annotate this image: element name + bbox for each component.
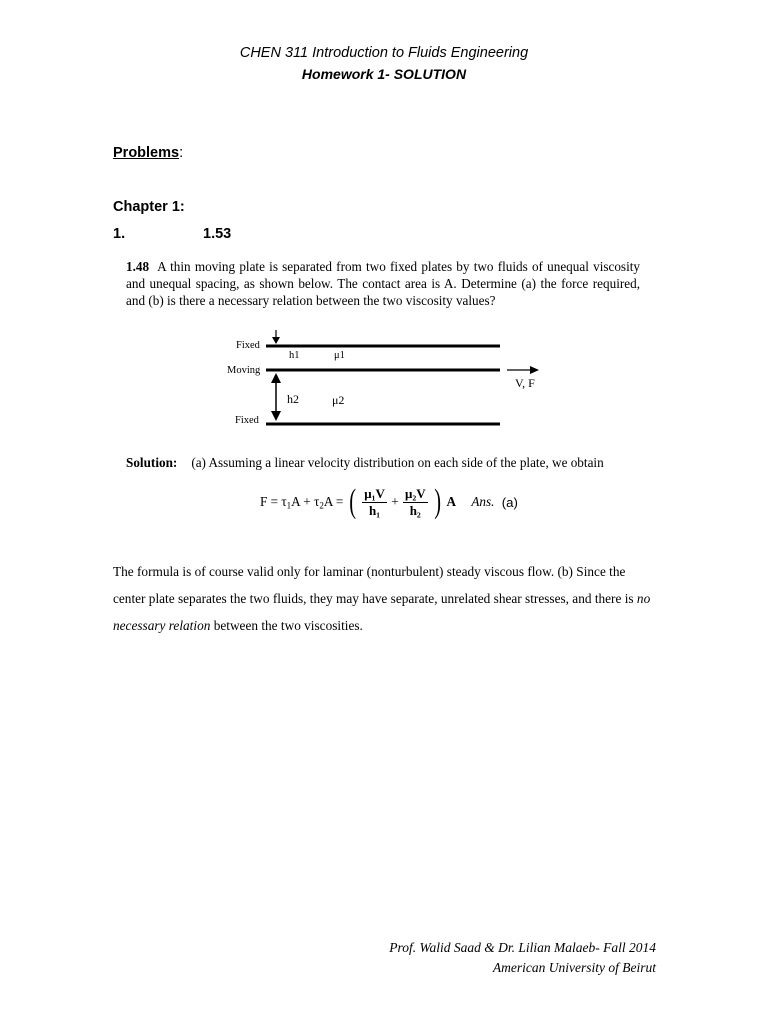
- right-paren: ): [434, 483, 441, 520]
- formula-area: A: [446, 494, 457, 509]
- formula-lhs: $F = \tau_1A + \tau_2A$ =: [260, 494, 344, 511]
- emphasis-text: no necessary relation: [113, 591, 651, 633]
- answer-tag: (a): [501, 494, 518, 510]
- h2-arrow: [271, 373, 281, 421]
- problem-text: A thin moving plate is separated from two fixed plates by two fluids of unequal viscosity and unequal spacing, as shown below. The contact area is A. Determine (a) the force required, and (b) is there a necessary relation between the two viscosity values?: [126, 259, 640, 308]
- answer-label: Ans.: [471, 494, 495, 509]
- formula-plus: +: [391, 494, 399, 509]
- explanation-paragraph: The formula is of course valid only for laminar (nonturbulent) steady viscous flow. (b) Since the center plate separates the two fluids, they may have separate, unrelated shear stresses, and there is no necessary relation between the two viscosities.: [113, 564, 651, 633]
- h1-arrow: [272, 330, 280, 344]
- footer-authors: Prof. Walid Saad & Dr. Lilian Malaeb- Fall 2014: [389, 940, 656, 955]
- fraction-1: $\frac{\text{μ₁V}}{\text{h₁}}$: [364, 485, 385, 518]
- bottom-fixed-label: Fixed: [235, 415, 259, 426]
- mu2-label: μ2: [332, 393, 345, 407]
- fraction-2: $\frac{\text{μ₂V}}{\text{h₂}}$: [404, 485, 426, 518]
- course-title: CHEN 311 Introduction to Fluids Engineering: [239, 45, 529, 61]
- top-fixed-label: Fixed: [236, 340, 260, 351]
- moving-label: Moving: [227, 365, 261, 376]
- solution-line: [126, 455, 604, 471]
- solution-label: Solution:: [126, 455, 178, 470]
- problems-colon: :: [179, 145, 184, 161]
- h1-label: h1: [289, 350, 300, 361]
- problems-label: Problems: [113, 145, 180, 161]
- footer-institution: American University of Beirut: [492, 960, 656, 975]
- mu1-label: μ1: [334, 350, 345, 361]
- force-arrow: [507, 366, 539, 374]
- question-reference: 1.53: [203, 226, 232, 242]
- solution-text: (a) Assuming a linear velocity distribution on each side of the plate, we obtain: [191, 455, 604, 470]
- left-paren: (: [348, 483, 356, 520]
- h2-label: h2: [287, 392, 299, 406]
- problem-number: 1.48: [126, 259, 150, 274]
- force-formula: [260, 482, 518, 526]
- chapter-heading: Chapter 1:: [113, 199, 185, 215]
- force-label: V, F: [515, 376, 535, 390]
- question-number: 1.: [113, 226, 126, 242]
- homework-title: Homework 1- SOLUTION: [301, 66, 467, 82]
